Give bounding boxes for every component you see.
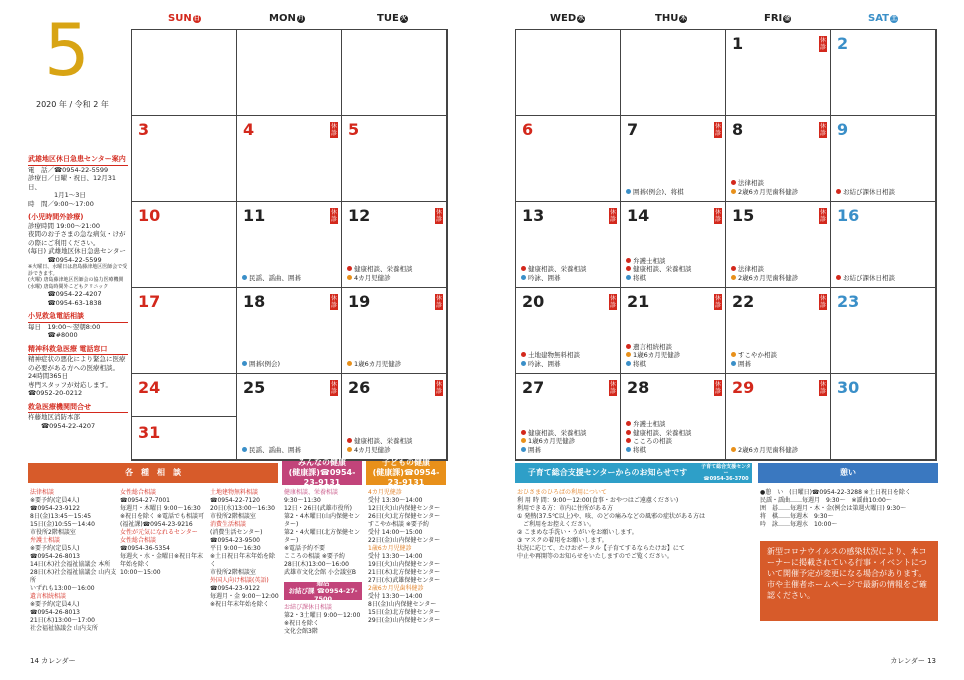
day-header-label: TUE [377, 13, 399, 24]
calendar-day-cell [621, 374, 726, 460]
calendar-day-cell [516, 374, 621, 460]
day-number: 19 [348, 292, 371, 311]
c1-line: 法律相談 [30, 489, 55, 496]
c1-line: 8日(金)13:45～15:45 [30, 513, 92, 520]
s2-line: (水曜) 唐島時間外こどもクリニック [28, 283, 109, 290]
c5-line: 22日(金)山内保健センター [368, 537, 441, 544]
c2-line: ☎0954-36-5354 [120, 545, 170, 552]
calendar-day-cell [132, 202, 237, 288]
l2-line: 夜間のお子さまの急な病気・けが [28, 230, 126, 238]
day-number: 28 [627, 378, 650, 397]
c7-line: ●憩 い (日曜日)☎0954-22-3288 ※土日祝日を除く [760, 489, 911, 496]
c3-line: ※祝日年末年始を除く [210, 601, 270, 608]
event-item: 2歳6カ月児歯科健診 [731, 274, 798, 283]
event-item: 健康相談、栄養相談 [521, 265, 587, 274]
closed-badge: 休診 [714, 381, 721, 395]
event-list [521, 429, 587, 455]
day-header-label: MON [269, 13, 296, 24]
c5-line: 19日(火)山内保健センター [368, 561, 441, 568]
c1-line: 15日(金)10:55～14:40 [30, 521, 95, 528]
c6-line: 中止や再開等のお知らせをいたしますのでご覧ください。 [517, 553, 673, 560]
day-number: 25 [243, 378, 266, 397]
event-item: 将棋 [626, 360, 680, 369]
event-item: 1歳6カ月児健診 [626, 351, 680, 360]
calendar-day-cell [726, 30, 831, 116]
c5-line: 1歳6カ月児健診 [368, 545, 412, 552]
event-item: お結び課休日相談 [836, 188, 895, 197]
day-header-fri [764, 13, 791, 24]
day-number: 9 [837, 120, 849, 139]
day-number: 15 [732, 206, 755, 225]
c2-line: 毎週月・木曜日 9:00～16:30 [120, 505, 201, 512]
l2b-line: ☎0954-63-1838 [28, 298, 102, 307]
day-number: 21 [627, 292, 650, 311]
c5-line: 27日(水)武雄保健センター [368, 577, 441, 584]
c3-line: 土地建物無料相談 [210, 489, 259, 496]
c3-line: ☎0954-23-9122 [210, 585, 260, 592]
calendar-day-cell [621, 30, 726, 116]
closed-badge: 休診 [330, 295, 337, 309]
calendar-day-cell [237, 116, 342, 202]
event-list [521, 351, 580, 368]
day-header-kanji: 日 [193, 14, 200, 22]
day-number: 11 [243, 206, 266, 225]
day-header-kanji: 木 [680, 14, 687, 22]
day-number: 4 [243, 120, 255, 139]
c7-line: 吟 詠……毎週水 10:00～ [760, 521, 838, 528]
event-item: 健康相談、栄養相談 [626, 429, 692, 438]
day-header-label: FRI [764, 13, 783, 24]
s2-line: (火曜) 唐島藤津地区医師会の協力医療機関 [28, 277, 124, 283]
event-item: 土地建物無料相談 [521, 351, 580, 360]
day-number: 3 [138, 120, 150, 139]
event-item: 法律相談 [731, 179, 798, 188]
closed-badge: 休診 [435, 381, 442, 395]
day-number: 14 [627, 206, 650, 225]
day-number: 13 [522, 206, 545, 225]
event-item: 健康相談、栄養相談 [347, 265, 413, 274]
s2-line: ※火曜日、水曜日は唐島藤津地区医師会で受診できます。 [28, 264, 128, 277]
day-header-sat [868, 13, 898, 24]
c5-line: 受付 13:30～14:00 [368, 497, 423, 504]
c5-line: 29日(金)山内保健センター [368, 617, 441, 624]
closed-badge: 休診 [819, 209, 826, 223]
c2-line: ※祝日を除く ※電話でも相談可 [120, 513, 204, 520]
event-list [242, 274, 301, 283]
l1-line: 診療日／日曜・祝日、12月31日、 [28, 174, 117, 191]
event-item: 吟詠、囲碁 [521, 360, 580, 369]
event-item: 民謡、謡曲、囲碁 [242, 274, 301, 283]
minna-header: みんなの健康 (健康課)☎0954-23-9131 [282, 461, 362, 485]
c6-line: ご利用をお控えください。 [517, 521, 596, 528]
l2-line: ☎0954-22-5599 [28, 255, 102, 264]
calendar-day-cell [621, 288, 726, 374]
closed-badge: 休診 [330, 209, 337, 223]
c4b-line: 文化会館3階 [284, 628, 318, 635]
c2-line: (福祉課)☎0954-23-9216 [120, 521, 193, 528]
calendar-day-cell [831, 30, 936, 116]
calendar-day-cell [726, 202, 831, 288]
day-number: 10 [138, 206, 161, 225]
event-item: 法律相談 [731, 265, 798, 274]
l2b-line: ☎0954-22-4207 [28, 290, 102, 298]
event-list [731, 265, 798, 282]
c3-line: (消費生活センター) [210, 529, 263, 536]
day-number: 17 [138, 292, 161, 311]
l4-line: 精神症状の悪化により緊急に医療 [28, 355, 126, 363]
event-item: 民謡、謡曲、囲碁 [242, 446, 301, 455]
calendar-day-cell [237, 202, 342, 288]
c1-line: ※要予約(定員4人) [30, 601, 80, 608]
event-list [626, 257, 692, 283]
c1-line: 14日(木)社会福祉協議会 本所 [30, 561, 111, 568]
event-list [242, 360, 280, 369]
calendar-day-cell [237, 30, 342, 116]
c3-line: 消費生活相談 [210, 521, 247, 528]
closed-badge: 休診 [330, 123, 337, 137]
calendar-day-cell [342, 288, 447, 374]
c4b-line: ※祝日を除く [284, 620, 320, 627]
c4b-line: 第2・3土曜日 9:00～12:00 [284, 612, 361, 619]
event-item: 2歳6カ月児歯科健診 [731, 446, 798, 455]
calendar-day-cell [516, 116, 621, 202]
day-header-wed [550, 13, 585, 24]
calendar-day-cell [342, 374, 447, 460]
c6-line: 利 用 時 間：9:00～12:00(食事・おやつはご遠慮ください) [517, 497, 679, 504]
c1-line: ※要予約(定員5人) [30, 545, 80, 552]
calendar-day-cell [516, 30, 621, 116]
calendar-day-cell [516, 202, 621, 288]
c2-line: 女性が元気になれるセンター [120, 529, 198, 536]
event-item: 遺言相続相談 [626, 343, 680, 352]
day-number: 7 [627, 120, 639, 139]
event-list [836, 188, 895, 197]
c3-line: 20日(水)13:00～16:30 [210, 505, 275, 512]
closed-badge: 休診 [714, 295, 721, 309]
event-item: 4カ月児健診 [347, 274, 413, 283]
day-number: 20 [522, 292, 545, 311]
year-label: 2020 年 / 令和 2 年 [36, 100, 109, 109]
day-number: 30 [837, 378, 860, 397]
c2-line: 女性総合相談 [120, 489, 157, 496]
c4-line: ※電話予約不要 [284, 545, 326, 552]
split-line [132, 416, 236, 417]
sidebar-info [28, 150, 128, 430]
c5-line: 15日(金)北方保健センター [368, 609, 441, 616]
l1-line: 時 間／9:00～17:00 [28, 199, 94, 208]
event-item: 吟詠、囲碁 [521, 274, 587, 283]
event-item: 将棋 [626, 446, 692, 455]
c4-line: 健康相談、栄養相談 [284, 489, 339, 496]
l3-line: 毎日 19:00～翌朝8:00 [28, 322, 101, 331]
c1-line: 社会福祉協議会 山内支所 [30, 625, 98, 632]
day-header-thu [655, 13, 687, 24]
day-header-label: SUN [168, 13, 192, 24]
day-header-kanji: 金 [784, 14, 791, 22]
day-number: 31 [138, 423, 161, 442]
kodomo-header: 子どもの健康 (健康課)☎0954-23-9131 [366, 461, 446, 485]
closed-badge: 休診 [819, 381, 826, 395]
notice-box: 新型コロナウイルスの感染状況により、本コーナーに掲載されている行事・イベントについて開催予定が変更になる場合があります。市や主催者ホームページで最新の情報をご確認ください。 [760, 541, 938, 621]
closed-badge: 休診 [609, 381, 616, 395]
closed-badge: 休診 [819, 37, 826, 51]
event-list [731, 446, 798, 455]
c1-line: 遺言相続相談 [30, 593, 67, 600]
calendar-day-cell [132, 30, 237, 116]
event-list [242, 446, 301, 455]
l4-line: ☎0952-20-0212 [28, 389, 83, 397]
day-number: 22 [732, 292, 755, 311]
c1-line: ☎0954-23-9122 [30, 505, 80, 512]
event-list [731, 351, 777, 368]
c6-line: ② こまめな手洗い・うがいをお願いします。 [517, 529, 638, 536]
c4-line: 12日・26日(武雄市役所) [284, 505, 352, 512]
calendar-day-cell [831, 202, 936, 288]
c2-line: ☎0954-27-7001 [120, 497, 170, 504]
c5-line: 21日(木)北方保健センター [368, 569, 441, 576]
day-number: 27 [522, 378, 545, 397]
calendar-day-cell [237, 374, 342, 460]
l2-line: の際にご利用ください。 [28, 238, 100, 247]
c4-line: こころの相談 ※要予約 [284, 553, 345, 560]
event-item: 囲碁 [521, 446, 587, 455]
day-number: 26 [348, 378, 371, 397]
day-number: 23 [837, 292, 860, 311]
l2-line: 診療時間 19:00～21:00 [28, 221, 101, 230]
event-item: 囲碁(例会)、将棋 [626, 188, 684, 197]
c4-line: 武雄市文化会館 小会議室B [284, 569, 357, 576]
c7-line: 将 棋……毎週木 9:30～ [760, 513, 834, 520]
l4-line: 24時間365日 [28, 372, 69, 380]
c4-line: 28日(木)13:00～16:00 [284, 561, 349, 568]
l4-line: 専門スタッフが対応します。 [28, 380, 112, 389]
c6-line: 状況に応じて、たけおポータル【子育てするならたけお】にて [517, 545, 685, 552]
c4-line: 第2・4木曜日(山内保健センター) [284, 513, 360, 528]
child-phone-heading: 小児救急電話相談 [28, 312, 128, 323]
c5-line: 受付 13:30～14:00 [368, 553, 423, 560]
calendar-day-cell [726, 116, 831, 202]
emergency-center-heading: 武雄地区休日急患センター案内 [28, 155, 128, 166]
day-header-kanji: 水 [578, 14, 585, 22]
l1-line: 1月1～3日 [28, 191, 86, 199]
c1-line: ☎0954-26-8013 [30, 553, 80, 560]
l5-line: ☎0954-22-4207 [28, 421, 96, 430]
c3-line: ☎0954-22-7120 [210, 497, 260, 504]
page-footer-right: カレンダー 13 [890, 657, 936, 665]
closed-badge: 休診 [330, 381, 337, 395]
c7-line: 民謡・謡曲……毎週月 9:30～ ※謡曲10:00～ [760, 497, 892, 504]
day-number: 18 [243, 292, 266, 311]
day-header-tue [377, 13, 408, 24]
day-number: 8 [732, 120, 744, 139]
c1-line: 弁護士相談 [30, 537, 61, 544]
c4b-line: お結び課休日相談 [284, 604, 333, 611]
kosodate-sub: 子育て総合支援センター ☎0954-36-3700 [701, 464, 751, 482]
c1-line: ※要予約(定員4人) [30, 497, 80, 504]
c5-line: 受付 13:30～14:00 [368, 593, 423, 600]
calendar-day-cell [726, 374, 831, 460]
event-list [731, 179, 798, 196]
event-list [626, 343, 680, 369]
day-header-label: THU [655, 13, 679, 24]
kosodate-header: 子育て総合支援センターからのお知らせです [515, 463, 700, 483]
day-header-label: WED [550, 13, 577, 24]
page-footer-left: 14 カレンダー [30, 657, 76, 665]
event-item: すこやか相談 [731, 351, 777, 360]
calendar-day-cell [342, 116, 447, 202]
calendar-day-cell [342, 30, 447, 116]
event-item: 1歳6カ月児健診 [521, 437, 587, 446]
psychiatric-heading: 精神科救急医療 電話窓口 [28, 345, 128, 356]
day-header-kanji: 火 [400, 14, 407, 22]
c4-line: 9:30～11:30 [284, 497, 321, 504]
calendar-day-cell [132, 288, 237, 374]
month-number: 5 [44, 8, 90, 92]
c3-line: ※土日祝日年末年始を除く [210, 553, 276, 568]
day-number: 2 [837, 34, 849, 53]
closed-badge: 休診 [714, 123, 721, 137]
calendar-day-cell [621, 116, 726, 202]
c1-line: いずれも13:00～16:00 [30, 585, 95, 592]
l5-line: 杵藤地区消防本部 [28, 413, 80, 421]
day-number: 12 [348, 206, 371, 225]
c5-line: 8日(金)山内保健センター [368, 601, 437, 608]
l4-line: の必要がある方への医療相談。 [28, 363, 119, 372]
right-calendar-grid [515, 29, 937, 461]
calendar-day-cell [831, 288, 936, 374]
c6-line: おひさまのひろばの利用について [517, 489, 607, 496]
calendar-day-cell [132, 374, 237, 460]
event-item: 弁護士相談 [626, 420, 692, 429]
c3-line: 毎週月・金 9:00～12:00 [210, 593, 279, 600]
pediatric-heading: (小児時間外診療) [28, 213, 84, 221]
c1-line: 28日(木)社会福祉協議会 山内支所 [30, 569, 117, 584]
c2-line: 毎週火・水・金曜日※祝日年末年始を除く [120, 553, 204, 568]
c3-line: 市役所2階相談室 [210, 513, 256, 520]
event-list [836, 274, 895, 283]
day-number: 29 [732, 378, 755, 397]
calendar-day-cell [342, 202, 447, 288]
event-item: お結び課休日相談 [836, 274, 895, 283]
event-list [347, 265, 413, 282]
day-number: 5 [348, 120, 360, 139]
event-item: 1歳6カ月児健診 [347, 360, 401, 369]
event-item: 2歳6カ月児歯科健診 [731, 188, 798, 197]
calendar-day-cell [726, 288, 831, 374]
event-item: 囲碁(例会) [242, 360, 280, 369]
closed-badge: 休診 [609, 209, 616, 223]
event-list [347, 360, 401, 369]
closed-badge: 休診 [435, 209, 442, 223]
calendar-day-cell [237, 288, 342, 374]
closed-badge: 休診 [714, 209, 721, 223]
calendar-day-cell [132, 116, 237, 202]
event-list [347, 437, 413, 454]
closed-badge: 休診 [609, 295, 616, 309]
event-list [626, 420, 692, 454]
c6-line: 利用できる方：市内に住所がある方 [517, 505, 614, 512]
day-number: 24 [138, 378, 161, 397]
c3-line: 外国人向け相談(英語) [210, 577, 269, 584]
event-item: 将棋 [626, 274, 692, 283]
c5-line: 4カ月児健診 [368, 489, 402, 496]
c5-line: 受付 14:00～15:00 [368, 529, 423, 536]
kaku-header: 各 種 相 談 [28, 463, 278, 483]
event-item: 弁護士相談 [626, 257, 692, 266]
event-item: 4カ月児健診 [347, 446, 413, 455]
c5-line: 12日(火)山内保健センター [368, 505, 441, 512]
l1-line: 電 話／☎0954-22-5599 [28, 165, 109, 174]
closed-badge: 休診 [819, 295, 826, 309]
day-header-kanji: 月 [297, 14, 304, 22]
calendar-day-cell [831, 374, 936, 460]
event-list [521, 265, 587, 282]
c7-line: 囲 碁……毎週月・木・金(例会は第週火曜日) 9:30～ [760, 505, 907, 512]
event-item: こころの相談 [626, 437, 692, 446]
emergency-inquiry-heading: 救急医療機関問合せ [28, 403, 128, 414]
event-list [626, 188, 684, 197]
l2-line: (毎日) 武雄地区休日急患センター [28, 247, 126, 255]
c3-line: ☎0954-23-9500 [210, 537, 260, 544]
c5-line: 26日(火)北方保健センター [368, 513, 441, 520]
event-item: 囲碁 [731, 360, 777, 369]
c5-line: 2歳6カ月児歯科健診 [368, 585, 424, 592]
c6-line: ① 発熱(37.5℃以上)や、咳、のどの痛みなどの風邪の症状がある方は [517, 513, 705, 520]
c2-line: 女性総合相談 [120, 537, 157, 544]
calendar-day-cell [516, 288, 621, 374]
day-header-sun [168, 13, 201, 24]
event-item: 健康相談、栄養相談 [521, 429, 587, 438]
event-item: 健康相談、栄養相談 [626, 265, 692, 274]
day-header-label: SAT [868, 13, 889, 24]
event-item: 健康相談、栄養相談 [347, 437, 413, 446]
konkatsu-header: 婚活 お結び課 ☎0954-27-7500 [284, 582, 362, 600]
c6-line: ③ マスクの着用をお願いします。 [517, 537, 608, 544]
calendar-day-cell [831, 116, 936, 202]
day-number: 6 [522, 120, 534, 139]
day-number: 1 [732, 34, 744, 53]
ikoi-header: 憩い [758, 463, 938, 483]
left-calendar-grid [131, 29, 448, 461]
day-number: 16 [837, 206, 860, 225]
c1-line: ☎0954-26-8013 [30, 609, 80, 616]
calendar-day-cell [621, 202, 726, 288]
closed-badge: 休診 [819, 123, 826, 137]
c1-line: 21日(木)13:00～17:00 [30, 617, 95, 624]
c2-line: 10:00～15:00 [120, 569, 161, 576]
c1-line: 市役所2階相談室 [30, 529, 76, 536]
c3-line: 市役所2階相談室 [210, 569, 256, 576]
c5-line: すこやか相談 ※要予約 [368, 521, 429, 528]
c3-line: 平日 9:00～16:30 [210, 545, 261, 552]
c4-line: 第2・4火曜日(北方保健センター) [284, 529, 360, 544]
day-header-kanji: 土 [890, 14, 897, 22]
day-header-mon [269, 13, 305, 24]
l3-line: ☎#8000 [28, 331, 78, 339]
closed-badge: 休診 [435, 295, 442, 309]
